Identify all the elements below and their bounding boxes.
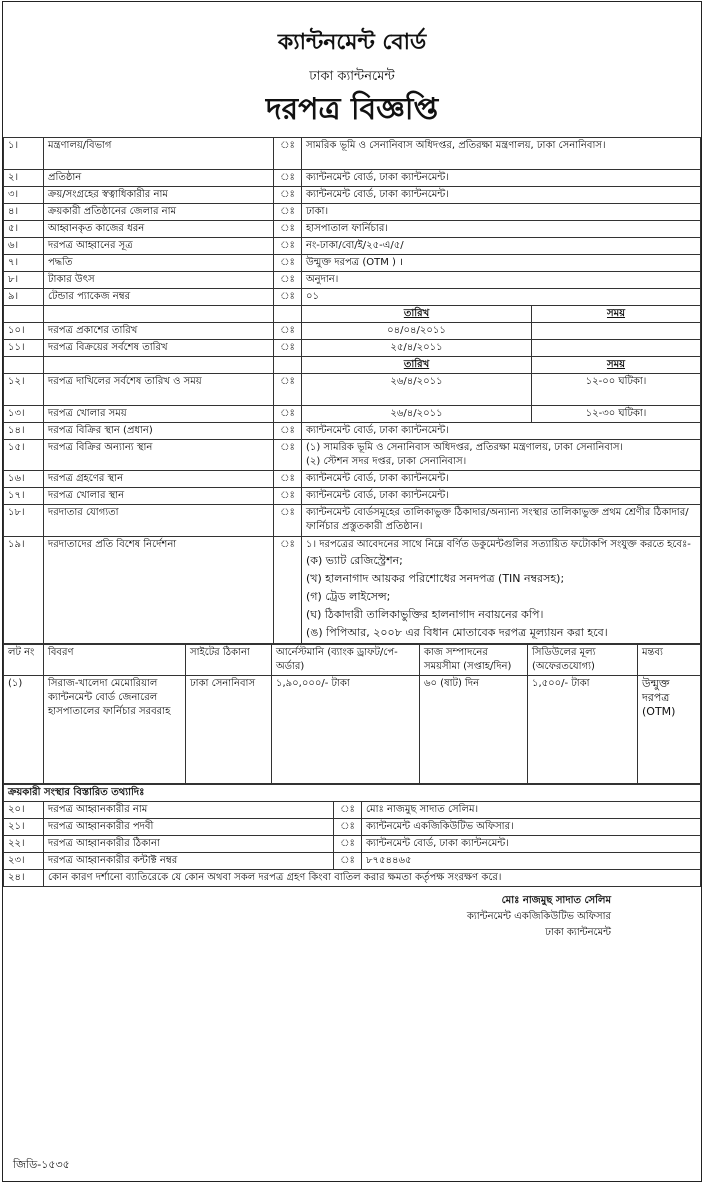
row-number: ২১। — [4, 819, 44, 836]
lot-period: ৬০ (ষাট) দিন — [420, 676, 528, 784]
lot-header-lot: লট নং — [4, 645, 44, 676]
table-row — [4, 505, 701, 537]
lot-header-row — [4, 645, 701, 676]
date-value: ২৬/৪/২০১১ — [302, 374, 532, 406]
row-label: দরদাতার যোগ্যতা — [44, 505, 274, 537]
lot-site: ঢাকা সেনানিবাস — [186, 676, 272, 784]
buyer-title: ক্রয়কারী সংস্থার বিস্তারিত তথ্যাদিঃ — [4, 785, 701, 802]
row-number: ১৬। — [4, 471, 44, 488]
table-row — [4, 488, 701, 505]
lot-header-site: সাইটের ঠিকানা — [186, 645, 272, 676]
buyer-table — [3, 784, 701, 887]
tender-notice — [2, 1, 702, 1182]
colon-mark: ঃ — [274, 187, 302, 204]
table-row — [4, 272, 701, 289]
colon-mark: ঃ — [274, 406, 302, 423]
date-value: ২৫/৪/২০১১ — [302, 340, 532, 357]
notice-title: দরপত্র বিজ্ঞপ্তি — [265, 92, 439, 127]
lot-header-remark: মন্তব্য — [638, 645, 701, 676]
instruction-item: (গ) ট্রেড লাইসেন্স; — [306, 590, 391, 603]
row-label: ক্রয়কারী প্রতিষ্ঠানের জেলার নাম — [44, 204, 274, 221]
colon-mark: ঃ — [274, 238, 302, 255]
row-value: উন্মুক্ত দরপত্র (OTM ) । — [302, 255, 701, 272]
row-number: ৩। — [4, 187, 44, 204]
row-number: ১৮। — [4, 505, 44, 537]
table-row — [4, 204, 701, 221]
colon-mark: ঃ — [274, 537, 302, 644]
header — [3, 26, 701, 132]
table-row — [4, 238, 701, 255]
row-value: ৮৭৫৪৪৬৫ — [362, 853, 701, 870]
date-value: ২৬/৪/২০১১ — [302, 406, 532, 423]
date-header: তারিখ — [302, 306, 532, 323]
signatory-place: ঢাকা ক্যান্টনমেন্ট — [545, 927, 611, 938]
colon-mark: ঃ — [334, 836, 362, 853]
row-label: দরপত্র খোলার সময় — [44, 406, 274, 423]
row-number: ১৯। — [4, 537, 44, 644]
row-label: মন্ত্রণালয়/বিভাগ — [44, 138, 274, 170]
row-value: ক্যান্টনমেন্ট বোর্ডসমূহের তালিকাভুক্ত ঠিকাদার/অন্যান্য সংস্থার তালিকাভুক্ত প্রথম শ্রেণীর ঠিকাদার/ফার্নিচার প্রস্তুতকারী প্রতিষ্ঠান। — [302, 505, 701, 537]
lot-header-desc: বিবরণ — [44, 645, 186, 676]
other-place-1: (১) সামরিক ভূমি ও সেনানিবাস অধিদপ্তর, প্রতিরক্ষা মন্ত্রণালয়, ঢাকা সেনানিবাস। — [306, 442, 624, 453]
row-number: ১৩। — [4, 406, 44, 423]
lot-remark: উন্মুক্ত দরপত্র (OTM) — [638, 676, 701, 784]
row-value: নং-ঢাকা/বো/ই/২৫-এ/৫/ — [302, 238, 701, 255]
org-place: ঢাকা ক্যান্টনমেন্ট — [309, 69, 395, 84]
colon-mark: ঃ — [274, 221, 302, 238]
colon-mark: ঃ — [274, 374, 302, 406]
row-value: ক্যান্টনমেন্ট একজিকিউটিভ অফিসার। — [362, 819, 701, 836]
row-value: সামরিক ভূমি ও সেনানিবাস অধিদপ্তর, প্রতিরক্ষা মন্ত্রণালয়, ঢাকা সেনানিবাস। — [302, 138, 701, 170]
row-number: ২০। — [4, 802, 44, 819]
colon-mark: ঃ — [274, 505, 302, 537]
instruction-item: (ঙ) পিপিআর, ২০০৮ এর বিধান মোতাবেক দরপত্র মূল্যায়ন করা হবে। — [306, 626, 608, 639]
row-value — [302, 537, 701, 644]
row-value: ক্যান্টনমেন্ট বোর্ড, ঢাকা ক্যান্টনমেন্ট। — [362, 836, 701, 853]
row-number: ২। — [4, 170, 44, 187]
time-value: ১২-৩০ ঘটিকা। — [532, 406, 701, 423]
table-row — [4, 138, 701, 170]
row-value: অনুদান। — [302, 272, 701, 289]
time-value — [532, 323, 701, 340]
row-number: ২৩। — [4, 853, 44, 870]
table-row — [4, 440, 701, 471]
row-label: দরপত্র খোলার স্থান — [44, 488, 274, 505]
info-table — [3, 137, 701, 644]
row-label: টাকার উৎস — [44, 272, 274, 289]
colon-mark: ঃ — [334, 853, 362, 870]
authority-note: কোন কারণ দর্শানো ব্যাতিরেকে যে কোন অথবা সকল দরপত্র গ্রহণ কিংবা বাতিল করার ক্ষমতা কর্তৃপক্ষ সংরক্ষণ করে। — [44, 870, 701, 887]
lot-row — [4, 676, 701, 784]
instruction-intro: ১। দরপত্রের আবেদনের সাথে নিম্নে বর্ণিত ডকুমেন্টগুলির সত্যায়িত ফটোকপি সংযুক্ত করতে হবেঃ- — [306, 539, 691, 550]
row-number: ৬। — [4, 238, 44, 255]
lot-header-price: সিডিউলের মূল্য (অফেরতযোগ্য) — [528, 645, 638, 676]
lot-table — [3, 644, 701, 784]
row-number: ৪। — [4, 204, 44, 221]
time-header: সময় — [532, 357, 701, 374]
signatory-name: মোঃ নাজমুছ সাদাত সেলিম — [501, 895, 611, 906]
lot-no: (১) — [4, 676, 44, 784]
row-number: ১২। — [4, 374, 44, 406]
date-row — [4, 340, 701, 357]
other-place-2: (২) স্টেশন সদর দপ্তর, ঢাকা সেনানিবাস। — [306, 456, 467, 467]
table-row — [4, 187, 701, 204]
row-number: ১। — [4, 138, 44, 170]
row-label: দরপত্র আহ্বানকারীর নাম — [44, 802, 334, 819]
colon-mark: ঃ — [334, 819, 362, 836]
buyer-row — [4, 836, 701, 853]
row-number: ৫। — [4, 221, 44, 238]
row-label: আহ্বানকৃত কাজের ধরন — [44, 221, 274, 238]
row-label: দরপত্র বিক্রয়ের সর্বশেষ তারিখ — [44, 340, 274, 357]
row-label: দরপত্র বিক্রির অন্যান্য স্থান — [44, 440, 274, 471]
row-label: দরপত্র আহ্বানকারীর ঠিকানা — [44, 836, 334, 853]
lot-desc: সিরাজ-খালেদা মেমোরিয়াল ক্যান্টনমেন্ট বোর্ড জেনারেল হাসপাতালের ফার্নিচার সরবরাহ — [44, 676, 186, 784]
colon-mark: ঃ — [274, 289, 302, 306]
buyer-row — [4, 819, 701, 836]
time-value: ১২-০০ ঘটিকা। — [532, 374, 701, 406]
time-value — [532, 340, 701, 357]
blank-cell — [274, 357, 302, 374]
date-row — [4, 374, 701, 406]
row-value: ক্যান্টনমেন্ট বোর্ড, ঢাকা ক্যান্টনমেন্ট। — [302, 170, 701, 187]
row-value: ক্যান্টনমেন্ট বোর্ড, ঢাকা ক্যান্টনমেন্ট। — [302, 187, 701, 204]
blank-cell — [274, 306, 302, 323]
row-value: ঢাকা। — [302, 204, 701, 221]
date-row — [4, 323, 701, 340]
row-number: ২২। — [4, 836, 44, 853]
blank-cell — [44, 306, 274, 323]
blank-cell — [44, 357, 274, 374]
row-label: টেন্ডার প্যাকেজ নম্বর — [44, 289, 274, 306]
colon-mark: ঃ — [274, 170, 302, 187]
blank-cell — [4, 357, 44, 374]
instruction-item: (খ) হালনাগাদ আয়কর পরিশোধের সনদপত্র (TIN নম্বরসহ); — [306, 572, 565, 585]
colon-mark: ঃ — [274, 138, 302, 170]
row-value: ০১ — [302, 289, 701, 306]
row-number: ১৪। — [4, 423, 44, 440]
instruction-item: (ক) ভ্যাট রেজিস্ট্রেশন; — [306, 554, 403, 567]
org-name: ক্যান্টনমেন্ট বোর্ড — [277, 30, 427, 55]
row-value: ক্যান্টনমেন্ট বোর্ড, ঢাকা ক্যান্টনমেন্ট। — [302, 488, 701, 505]
date-header-row — [4, 357, 701, 374]
row-value: ক্যান্টনমেন্ট বোর্ড, ঢাকা ক্যান্টনমেন্ট। — [302, 423, 701, 440]
table-row — [4, 255, 701, 272]
lot-price: ১,৫০০/- টাকা — [528, 676, 638, 784]
row-value: হাসপাতাল ফার্নিচার। — [302, 221, 701, 238]
lot-earnest: ১,৯০,০০০/- টাকা — [272, 676, 420, 784]
colon-mark: ঃ — [274, 471, 302, 488]
table-row — [4, 471, 701, 488]
colon-mark: ঃ — [334, 802, 362, 819]
colon-mark: ঃ — [274, 440, 302, 471]
colon-mark: ঃ — [274, 204, 302, 221]
table-row — [4, 170, 701, 187]
signature-block — [3, 893, 701, 941]
row-number: ৭। — [4, 255, 44, 272]
buyer-row — [4, 853, 701, 870]
row-label: দরপত্র আহ্বানের সূত্র — [44, 238, 274, 255]
row-label: দরপত্র বিক্রির স্থান (প্রধান) — [44, 423, 274, 440]
date-header-row — [4, 306, 701, 323]
row-label: দরপত্র গ্রহণের স্থান — [44, 471, 274, 488]
lot-header-earnest: আর্নেস্টমানি (ব্যাংক ড্রাফট/পে-অর্ডার) — [272, 645, 420, 676]
date-row — [4, 406, 701, 423]
instruction-item: (ঘ) ঠিকাদারী তালিকাভুক্তির হালনাগাদ নবায়নের কপি। — [306, 608, 544, 621]
row-value: ক্যান্টনমেন্ট বোর্ড, ঢাকা ক্যান্টনমেন্ট। — [302, 471, 701, 488]
colon-mark: ঃ — [274, 423, 302, 440]
buyer-row — [4, 802, 701, 819]
colon-mark: ঃ — [274, 488, 302, 505]
row-number: ৯। — [4, 289, 44, 306]
row-number: ১৭। — [4, 488, 44, 505]
colon-mark: ঃ — [274, 340, 302, 357]
row-label: দরপত্র আহ্বানকারীর পদবী — [44, 819, 334, 836]
colon-mark: ঃ — [274, 272, 302, 289]
row-value — [302, 440, 701, 471]
row-number: ২৪। — [4, 870, 44, 887]
row-value: মোঃ নাজমুছ সাদাত সেলিম। — [362, 802, 701, 819]
date-value: ০৪/০৪/২০১১ — [302, 323, 532, 340]
row-number: ১৫। — [4, 440, 44, 471]
gd-number: জিডি-১৫৩৫ — [13, 1158, 70, 1171]
row-label: পদ্ধতি — [44, 255, 274, 272]
table-row — [4, 221, 701, 238]
buyer-row — [4, 870, 701, 887]
row-number: ৮। — [4, 272, 44, 289]
row-label: দরপত্র দাখিলের সর্বশেষ তারিখ ও সময় — [44, 374, 274, 406]
row-label: ক্রয়/সংগ্রহের স্বত্বাধিকারীর নাম — [44, 187, 274, 204]
time-header: সময় — [532, 306, 701, 323]
row-label: দরপত্র আহ্বানকারীর কন্টাক্ট নম্বর — [44, 853, 334, 870]
signatory-title: ক্যান্টনমেন্ট একজিকিউটিভ অফিসার — [466, 911, 611, 922]
row-number: ১১। — [4, 340, 44, 357]
table-row — [4, 423, 701, 440]
row-label: প্রতিষ্ঠান — [44, 170, 274, 187]
lot-header-period: কাজ সম্পাদনের সময়সীমা (সপ্তাহ/দিন) — [420, 645, 528, 676]
row-label: দরপত্র প্রকাশের তারিখ — [44, 323, 274, 340]
date-header: তারিখ — [302, 357, 532, 374]
colon-mark: ঃ — [274, 255, 302, 272]
table-row — [4, 289, 701, 306]
colon-mark: ঃ — [274, 323, 302, 340]
blank-cell — [4, 306, 44, 323]
table-row — [4, 537, 701, 644]
row-number: ১০। — [4, 323, 44, 340]
row-label: দরদাতাদের প্রতি বিশেষ নির্দেশনা — [44, 537, 274, 644]
